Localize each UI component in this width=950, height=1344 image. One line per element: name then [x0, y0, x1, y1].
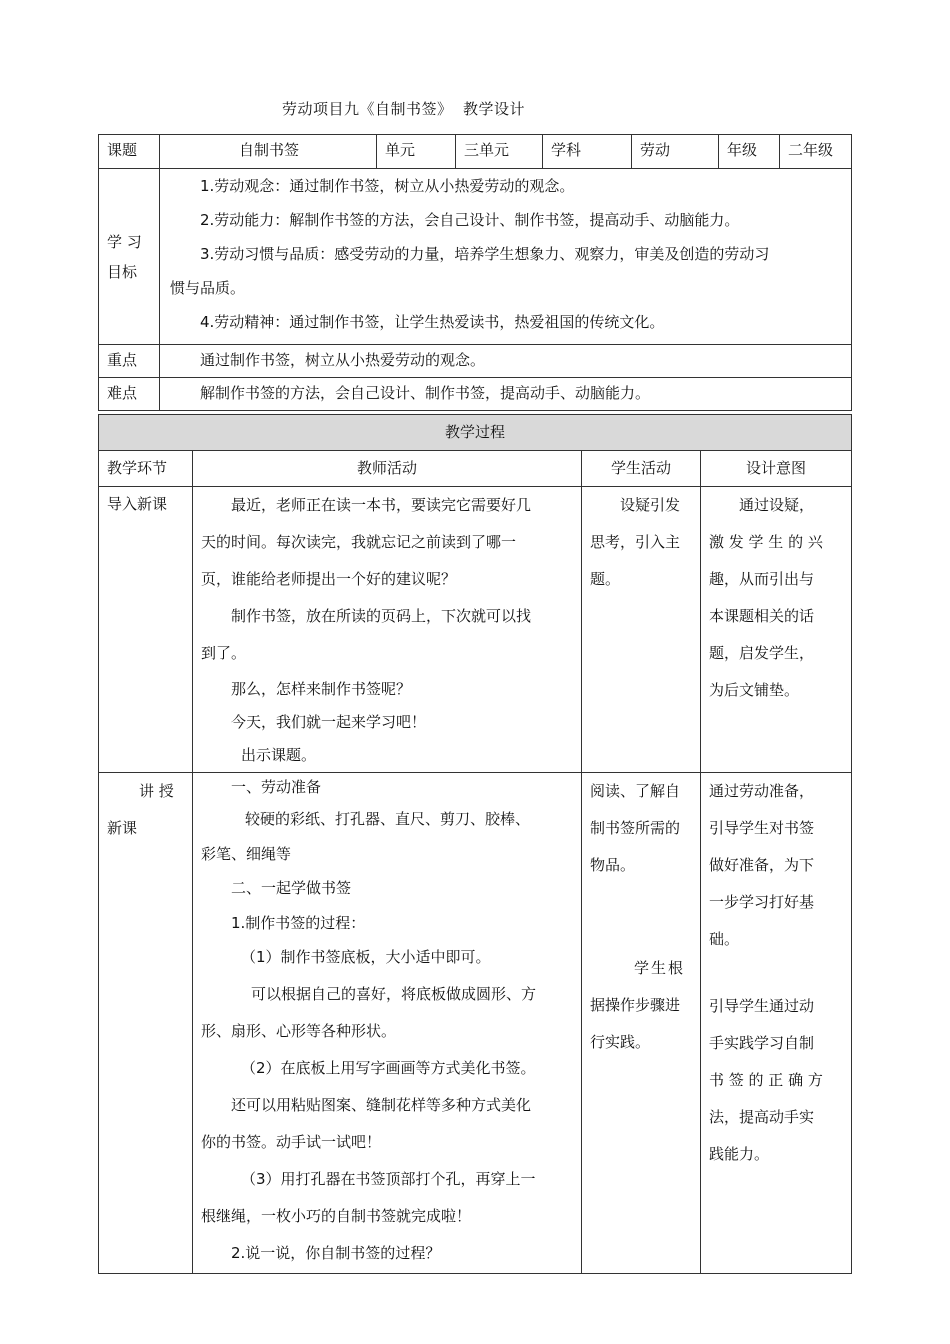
- lesson-teacher-line: 还可以用粘贴图案、缝制花样等多种方式美化: [231, 1096, 532, 1114]
- lesson-stage-line1: 讲 授: [139, 782, 174, 800]
- lesson-intent-line: 础。: [709, 930, 740, 948]
- intro-stage-cell: [99, 487, 193, 773]
- intro-student-line: 设疑引发: [620, 496, 681, 514]
- objectives-cell: [160, 169, 852, 345]
- lesson-info-table: [98, 134, 852, 411]
- process-header-cell: [99, 415, 852, 451]
- column-header-student: 学生活动: [610, 459, 671, 477]
- subject-label-cell: [543, 135, 632, 169]
- intro-intent-line: 题，启发学生，: [709, 644, 815, 662]
- objectives-label-line1: 学 习: [107, 232, 142, 251]
- lesson-intent-line: 引导学生对书签: [709, 819, 815, 837]
- lesson-intent-line: 做好准备，为下: [709, 856, 815, 874]
- teaching-process-table: [98, 414, 852, 1274]
- intro-teacher-line: 今天，我们就一起来学习吧！: [231, 713, 427, 731]
- grade-label-cell: [719, 135, 780, 169]
- objectives-row: [99, 169, 852, 345]
- lesson-teacher-line: 二、一起学做书签: [231, 879, 352, 897]
- unit-label: 单元: [385, 141, 416, 159]
- intro-stage: 导入新课: [107, 495, 168, 513]
- process-header: 教学过程: [444, 423, 505, 441]
- objective-item: 惯与品质。: [170, 279, 246, 297]
- topic-label-cell: [99, 135, 160, 169]
- intro-teacher-line: 最近，老师正在读一本书，要读完它需要好几: [231, 496, 532, 514]
- lesson-student-line: 据操作步骤进: [590, 996, 681, 1014]
- lesson-student-line: 阅读、了解自: [590, 782, 681, 800]
- column-header: [582, 451, 701, 487]
- info-row: [99, 135, 852, 169]
- lesson-intent-line: 手实践学习自制: [709, 1034, 815, 1052]
- lesson-teacher-line: 根继绳，一枚小巧的自制书签就完成啦！: [201, 1207, 472, 1225]
- intro-teacher-line: 天的时间。每次读完，我就忘记之前读到了哪一: [201, 533, 517, 551]
- lesson-row: [99, 773, 852, 1274]
- column-header: [99, 451, 193, 487]
- key-point-cell: [160, 345, 852, 378]
- lesson-teacher-line: 你的书签。动手试一试吧！: [201, 1133, 382, 1151]
- key-point-value: 通过制作书签，树立从小热爱劳动的观念。: [200, 351, 486, 369]
- subject-value: 劳动: [640, 141, 671, 159]
- lesson-intent-line: 法，提高动手实: [709, 1108, 815, 1126]
- topic-value-cell: [160, 135, 377, 169]
- lesson-teacher-line: 可以根据自己的喜好，将底板做成圆形、方: [251, 985, 537, 1003]
- grade-value: 二年级: [788, 141, 834, 159]
- grade-value-cell: [780, 135, 852, 169]
- grade-label: 年级: [727, 141, 758, 159]
- key-point-row: [99, 345, 852, 378]
- intro-intent-cell: [701, 487, 852, 773]
- lesson-teacher-line: 较硬的彩纸、打孔器、直尺、剪刀、胶棒、: [245, 810, 531, 828]
- intro-teacher-cell: [193, 487, 582, 773]
- lesson-intent-line: 一步学习打好基: [709, 893, 815, 911]
- objectives-label-line2: 目标: [107, 262, 138, 281]
- lesson-teacher-line: 一、劳动准备: [231, 778, 322, 796]
- lesson-intent-line: 书 签 的 正 确 方: [709, 1071, 823, 1089]
- difficulty-row: [99, 378, 852, 411]
- lesson-teacher-cell: [193, 773, 582, 1274]
- column-header: [701, 451, 852, 487]
- column-header-stage: 教学环节: [107, 459, 168, 477]
- lesson-intent-cell: [701, 773, 852, 1274]
- intro-student-cell: [582, 487, 701, 773]
- intro-teacher-line: 出示课题。: [241, 746, 317, 764]
- lesson-student-line: 行实践。: [590, 1033, 651, 1051]
- difficulty-cell: [160, 378, 852, 411]
- intro-teacher-line: 页，谁能给老师提出一个好的建议呢？: [201, 570, 457, 588]
- difficulty-label-cell: [99, 378, 160, 411]
- lesson-student-line: 物品。: [590, 856, 636, 874]
- unit-label-cell: [377, 135, 456, 169]
- lesson-student-cell: [582, 773, 701, 1274]
- intro-row: [99, 487, 852, 773]
- intro-intent-line: 为后文铺垫。: [709, 681, 800, 699]
- subject-label: 学科: [551, 141, 582, 159]
- intro-teacher-line: 那么，怎样来制作书签呢？: [231, 680, 412, 698]
- lesson-teacher-line: （2）在底板上用写字画画等方式美化书签。: [241, 1059, 536, 1077]
- difficulty-label: 难点: [107, 384, 138, 402]
- intro-teacher-line: 制作书签，放在所读的页码上，下次就可以找: [231, 607, 532, 625]
- intro-intent-line: 本课题相关的话: [709, 607, 815, 625]
- intro-intent-line: 趣，从而引出与: [709, 570, 815, 588]
- objective-item: 3.劳动习惯与品质：感受劳动的力量，培养学生想象力、观察力，审美及创造的劳动习: [200, 245, 770, 263]
- intro-student-line: 题。: [590, 570, 621, 588]
- lesson-teacher-line: （3）用打孔器在书签顶部打个孔，再穿上一: [241, 1170, 536, 1188]
- lesson-stage-cell: [99, 773, 193, 1274]
- intro-teacher-line: 到了。: [201, 644, 247, 662]
- difficulty-value: 解制作书签的方法，会自己设计、制作书签，提高动手、动脑能力。: [200, 384, 651, 402]
- column-header-teacher: 教师活动: [356, 459, 417, 477]
- lesson-stage-line2: 新课: [107, 819, 138, 837]
- unit-value: 三单元: [464, 141, 510, 159]
- lesson-student-line: 制书签所需的: [590, 819, 681, 837]
- key-point-label-cell: [99, 345, 160, 378]
- topic-value: 自制书签: [238, 141, 299, 159]
- lesson-student-line: 学生根: [634, 959, 686, 977]
- lesson-intent-line: 通过劳动准备，: [709, 782, 815, 800]
- lesson-teacher-line: 彩笔、细绳等: [201, 845, 292, 863]
- intro-intent-line: 通过设疑，: [739, 496, 815, 514]
- objective-item: 4.劳动精神：通过制作书签，让学生热爱读书，热爱祖国的传统文化。: [200, 313, 665, 331]
- document-title: 劳动项目九《自制书签》 教学设计: [282, 100, 526, 118]
- column-header-intent: 设计意图: [745, 459, 806, 477]
- column-header: [193, 451, 582, 487]
- lesson-teacher-line: （1）制作书签底板，大小适中即可。: [241, 948, 491, 966]
- lesson-intent-line: 引导学生通过动: [709, 997, 815, 1015]
- process-columns-row: [99, 451, 852, 487]
- intro-student-line: 思考，引入主: [590, 533, 681, 551]
- objective-item: 2.劳动能力：解制作书签的方法，会自己设计、制作书签，提高动手、动脑能力。: [200, 211, 740, 229]
- topic-label: 课题: [107, 141, 138, 159]
- subject-value-cell: [632, 135, 719, 169]
- key-point-label: 重点: [107, 351, 138, 369]
- process-header-row: [99, 415, 852, 451]
- lesson-teacher-line: 1.制作书签的过程：: [231, 914, 366, 932]
- unit-value-cell: [456, 135, 543, 169]
- objective-item: 1.劳动观念：通过制作书签，树立从小热爱劳动的观念。: [200, 177, 575, 195]
- intro-intent-line: 激 发 学 生 的 兴: [709, 533, 823, 551]
- lesson-intent-line: 践能力。: [709, 1145, 770, 1163]
- objectives-label-cell: [99, 169, 160, 345]
- lesson-teacher-line: 2.说一说，你自制书签的过程？: [231, 1244, 441, 1262]
- lesson-teacher-line: 形、扇形、心形等各种形状。: [201, 1022, 397, 1040]
